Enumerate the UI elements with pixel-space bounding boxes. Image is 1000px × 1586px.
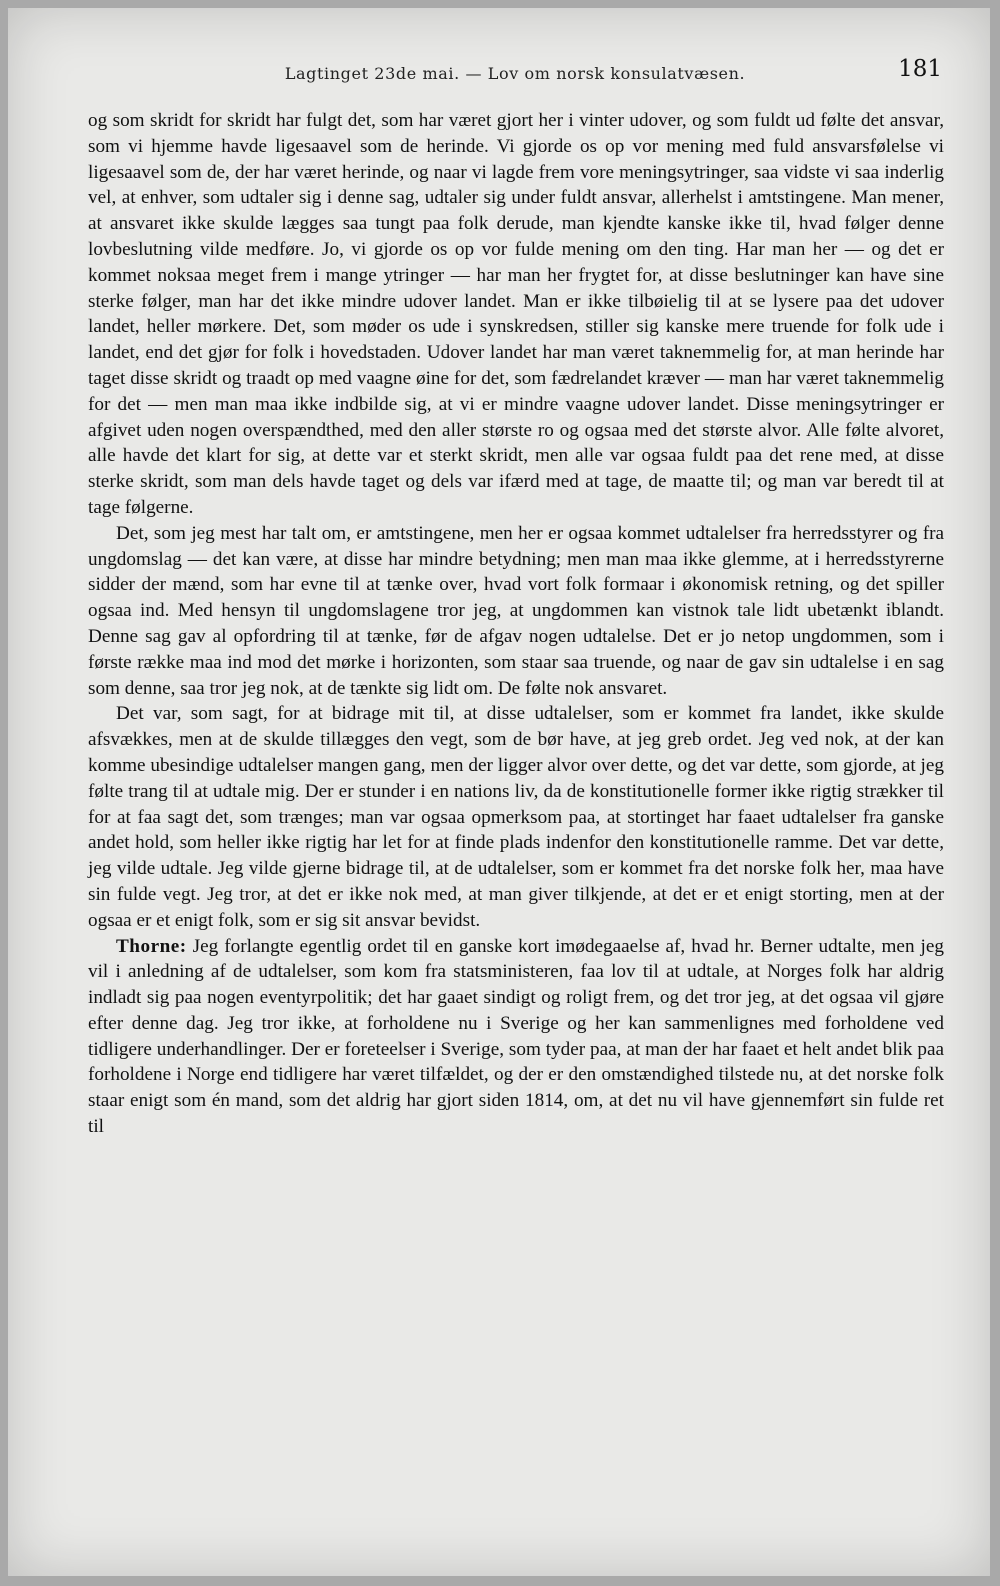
speech-text: Jeg forlangte egentlig ordet til en ganske kort imødegaaelse af, hvad hr. Berner udtalte, men jeg vil i anledning af de udtalelser, som kom fra statsministeren, faa lov til at udtale, at Norges folk har aldrig indladt sig paa nogen eventyrpolitik; det har gaaet sindigt og roligt frem, og det tror jeg, at det ogsaa vil gjøre efter denne dag. Jeg tror ikke, at forholdene nu i Sverige og her kan sammenlignes med forholdene ved tidligere underhandlinger. Der er foreteelser i Sverige, som tyder paa, at man der har faaet et helt andet blik paa forholdene i Norge end tidligere har været tilfældet, og der er den omstændighed tilstede nu, at det norske folk staar enigt som én mand, som det aldrig har gjort siden 1814, om, at det nu vil have gjennemført sin fulde ret til bbox=[88, 935, 944, 1138]
running-head: Lagtinget 23de mai. — Lov om norsk konsulatvæsen. bbox=[284, 64, 746, 83]
speaker-name: Thorne: bbox=[116, 935, 187, 957]
speech-paragraph bbox=[88, 934, 944, 1140]
page-body bbox=[88, 108, 944, 1140]
paragraph: Det var, som sagt, for at bidrage mit til, at disse udtalelser, som er kommet fra landet, ikke skulde afsvækkes, men at de skulde tillægges den vegt, som de bør have, at jeg greb ordet. Jeg ved nok, at der kan komme ubesindige udtalelser mangen gang, men der ligger alvor over dette, og det var dette, som gjorde, at jeg følte trang til at udtale mig. Der er stunder i en nations liv, da de konstitutionelle former ikke rigtig strækker til for at faa sagt det, som trænges; man var ogsaa opmerksom paa, at stortinget har faaet udtalelser fra ganske andet hold, som heller ikke rigtig har let for at finde plads indenfor den konstitutionelle ramme. Det var dette, jeg vilde udtale. Jeg vilde gjerne bidrage til, at de udtalelser, som er kommet fra det norske folk her, maa have sin fulde vegt. Jeg tror, at det er ikke nok med, at man giver tilkjende, at det er et enigt storting, men at der ogsaa er et enigt folk, som er sig sit ansvar bevidst. bbox=[88, 703, 944, 931]
page-number: 181 bbox=[898, 56, 942, 82]
paragraph: Det, som jeg mest har talt om, er amtstingene, men her er ogsaa kommet udtalelser fra herredsstyrer og fra ungdomslag — det kan være, at disse har mindre betydning; men man maa ikke glemme, at i herredsstyrerne sidder der mænd, som har evne til at tænke over, hvad vort folk formaar i økonomisk retning, og det spiller ogsaa ind. Med hensyn til ungdomslagene tror jeg, at ungdommen kan vistnok tale lidt ubetænkt iblandt. Denne sag gav al opfordring til at tænke, før de afgav nogen udtalelse. Det er jo netop ungdommen, som i første række maa ind mod det mørke i horizonten, som staar saa truende, og naar de gav sin udtalelse i en sag som denne, saa tror jeg nok, at de tænkte sig lidt om. De følte nok ansvaret. bbox=[88, 522, 944, 699]
page-header bbox=[88, 56, 942, 96]
book-page bbox=[8, 8, 990, 1576]
paragraph-continued: og som skridt for skridt har fulgt det, som har været gjort her i vinter udover, og som fuldt ud følte det ansvar, som vi hjemme havde ligesaavel som de herinde. Vi gjorde os op vor mening med fuld ansvarsfølelse vi ligesaavel som de, der har været herinde, og naar vi lagde frem vore meningsytringer, saa vidste vi saa inderlig vel, at enhver, som udtaler sig i denne sag, udtaler sig under fuldt ansvar, allerhelst i amtstingene. Man mener, at ansvaret ikke skulde lægges saa tungt paa folk derude, man kjendte kanske ikke til, hvad følger denne lovbeslutning vilde medføre. Jo, vi gjorde os op vor fulde mening om den ting. Har man her — og det er kommet noksaa meget frem i mange ytringer — har man her frygtet for, at disse beslutninger kan have sine sterke følger, man har det ikke mindre udover landet. Man er ikke tilbøielig til at se lysere paa det udover landet, heller mørkere. Det, som møder os ude i synskredsen, stiller sig kanske mere truende for folk ude i landet, end det gjør for folk i hovedstaden. Udover landet har man været taknemmelig for, at man herinde har taget disse skridt og traadt op med vaagne øine for det, som fædrelandet kræver — man har været taknemmelig for det — men man maa ikke indbilde sig, at vi er mindre vaagne udover landet. Disse meningsytringer er afgivet uden nogen overspændthed, med den aller største ro og ogsaa med det største alvor. Alle følte alvoret, alle havde det klart for sig, at dette var et sterkt skridt, men alle var ogsaa fuldt paa det rene med, at disse sterke skridt, som man dels havde taget og dels var ifærd med at tage, de maatte til; og man var beredt til at tage følgerne. bbox=[88, 110, 944, 518]
